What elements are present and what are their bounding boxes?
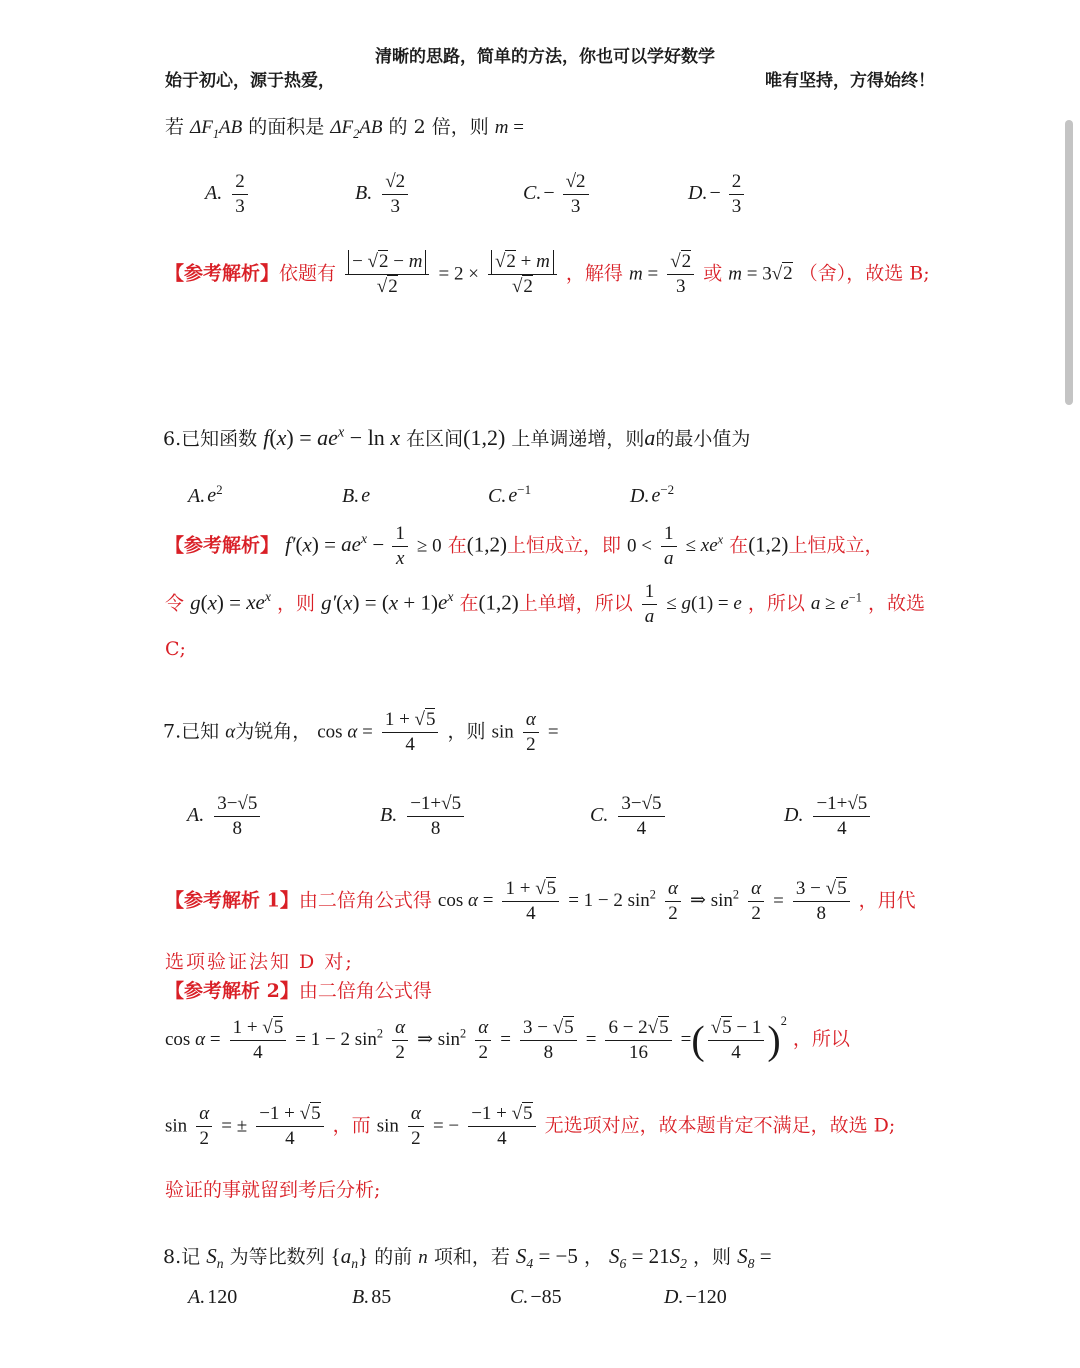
q7-option-a: A. $\frac{3-√5}{8}$ [187,792,263,841]
q5-stem: 若 $\Delta F_1AB$ 的面积是 $\Delta F_2AB$ 的 2 倍，则 m = [165,116,524,141]
q5-option-c: C. − $\frac{√2}{3}$ [523,170,592,219]
q8-option-b: B. 85 [352,1286,392,1308]
scrollbar-thumb[interactable] [1065,120,1073,405]
q7-analysis1: 【参考解析 1】由二倍角公式得 cos α = $\frac{1 + √5}{4}$ = 1 − 2 $\sin^2$ $\frac{\alpha}{2}$ ⇒ $\sin^2$ $\frac{\alpha}{2}$ = $\frac{3 - √5}{8}$ ，用代 [165,878,916,924]
q8-stem: 8.记 $S_n$ 为等比数列 $\{a_n\}$ 的前 n 项和，若 $S_4 = -5$ ， $S_6 = 21S_2$ ，则 $S_8$ = [163,1244,772,1272]
q7-option-c: C. $\frac{3-√5}{4}$ [590,792,668,841]
q5-analysis: 【参考解析】依题有 $\frac{- √2 - m}{√2}$ = 2 × $\frac{√2 + m}{√2}$ ，解得 m = $\frac{√2}{3}$ 或 m = 3√2 （舍），故选 B; [165,251,930,297]
q6-analysis-line1: 【参考解析】 $f'(x) = ae^x$ − $\frac{1}{x}$ ≥ 0 在(1,2)上恒成立，即 0 < $\frac{1}{a}$ ≤ $xe^x$ 在(1,2)上恒成立， [165,523,884,569]
q6-answer: C; [165,638,186,660]
q6-option-d: D. $e^{-2}$ [630,482,675,507]
q8-option-c: C. −85 [510,1286,562,1308]
q6-stem: 6.已知函数 $f(x) = ae^x - \ln x$ 在区间(1,2) 上单调递增，则a的最小值为 [163,424,751,450]
q7-analysis2-last: 验证的事就留到考后分析; [165,1179,381,1201]
q8-option-d: D. −120 [664,1286,727,1308]
q6-option-c: C. $e^{-1}$ [488,482,532,507]
q7-analysis2-formula: cos α = $\frac{1 + √5}{4}$ = 1 − 2 $\sin^2$ $\frac{\alpha}{2}$ ⇒ $\sin^2$ $\frac{\alpha}{2}$ = $\frac{3 - √5}{8}$ = $\frac{6 - 2√5}{16}$ =( $\frac{√5 - 1}{4}$ )$^2$ ，所以 [165,1014,850,1063]
q6-option-a: A. $e^2$ [188,482,223,507]
q7-analysis1-line2: 选项验证法知 D 对; [165,951,354,973]
q7-stem: 7.已知 α为锐角， cos α = $\frac{1 + √5}{4}$ ，则 sin $\frac{\alpha}{2}$ = [163,709,559,755]
q7-analysis2-line3: sin $\frac{\alpha}{2}$ = ± $\frac{-1 + √5}{4}$ ，而 sin $\frac{\alpha}{2}$ = − $\frac{-1 + √5}{4}$ 无选项对应，故本题肯定不满足，故选 D; [165,1103,896,1149]
header-center-motto: 清晰的思路，简单的方法，你也可以学好数学 [375,47,715,67]
q5-option-d: D. − $\frac{2}{3}$ [688,170,747,219]
q5-option-a: A. $\frac{2}{3}$ [205,170,251,219]
header-left-motto: 始于初心，源于热爱， [165,71,335,91]
q7-option-d: D. $\frac{-1+√5}{4}$ [784,792,873,841]
header-right-motto: 唯有坚持，方得始终！ [765,71,935,91]
q7-option-b: B. $\frac{-1+√5}{8}$ [380,792,467,841]
q7-analysis2-header: 【参考解析 2】由二倍角公式得 [165,980,432,1002]
q6-analysis-line2: 令 $g(x) = xe^x$ ，则 $g'(x) = (x + 1)e^x$ 在(1,2)上单增，所以 $\frac{1}{a}$ ≤ g(1) = e ，所以 $a \ge e^{-1}$ ，故选 [165,581,925,627]
q5-option-b: B. $\frac{√2}{3}$ [355,170,411,219]
q6-option-b: B. e [342,484,371,507]
q8-option-a: A. 120 [188,1286,238,1308]
